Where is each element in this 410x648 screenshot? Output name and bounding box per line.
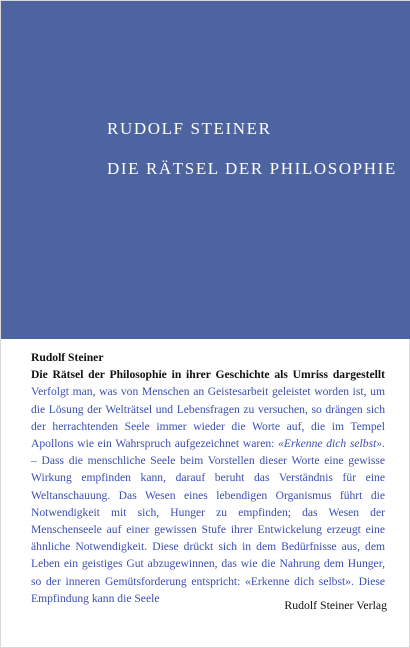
- blurb-text-part1: Verfolgt man, was von Menschen an Geistesarbeit geleistet worden ist, um die Lösung der Welträtsel und Lebensfragen zu versuchen, so drängen sich der herrachtenden Seele immer wieder die Worte auf, die im Tempel Apollons wie ein Wahrspruch aufgezeichnet waren:: [31, 385, 385, 451]
- cover-blurb: [31, 349, 385, 607]
- cover-title: DIE RÄTSEL DER PHILOSOPHIE: [107, 159, 397, 178]
- blurb-quote: «Erkenne dich selbst».: [278, 437, 385, 451]
- blurb-author: Rudolf Steiner: [31, 351, 104, 364]
- cover-top-panel: [1, 1, 410, 339]
- blurb-subtitle: Die Rätsel der Philosophie in ihrer Geschichte als Umriss dargestellt: [31, 368, 385, 382]
- blurb-body: [31, 366, 385, 607]
- publisher-name: Rudolf Steiner Verlag: [280, 598, 387, 613]
- cover-author: RUDOLF STEINER: [107, 119, 272, 138]
- blurb-text-part2: – Dass die menschliche Seele beim Vorstellen dieser Worte eine gewisse Wirkung empfinden kann, darauf beruht das Verständnis für eine Weltanschauung. Das Wesen eines lebendigen Organismus führt die Notwendigkeit mit sich, Hunger zu empfinden; das Wesen der Menschenseele auf einer gewissen Stufe ihrer Entwickelung erzeugt eine ähnliche Notwendigkeit. Diese drückt sich in dem Bedürfnisse aus, dem Leben ein geistiges Gut abzugewinnen, das wie die Nahrung dem Hunger, so der inneren Gemütsforderung entspricht: «Erkenne dich selbst». Diese Empfindung kann die Seele: [31, 454, 385, 605]
